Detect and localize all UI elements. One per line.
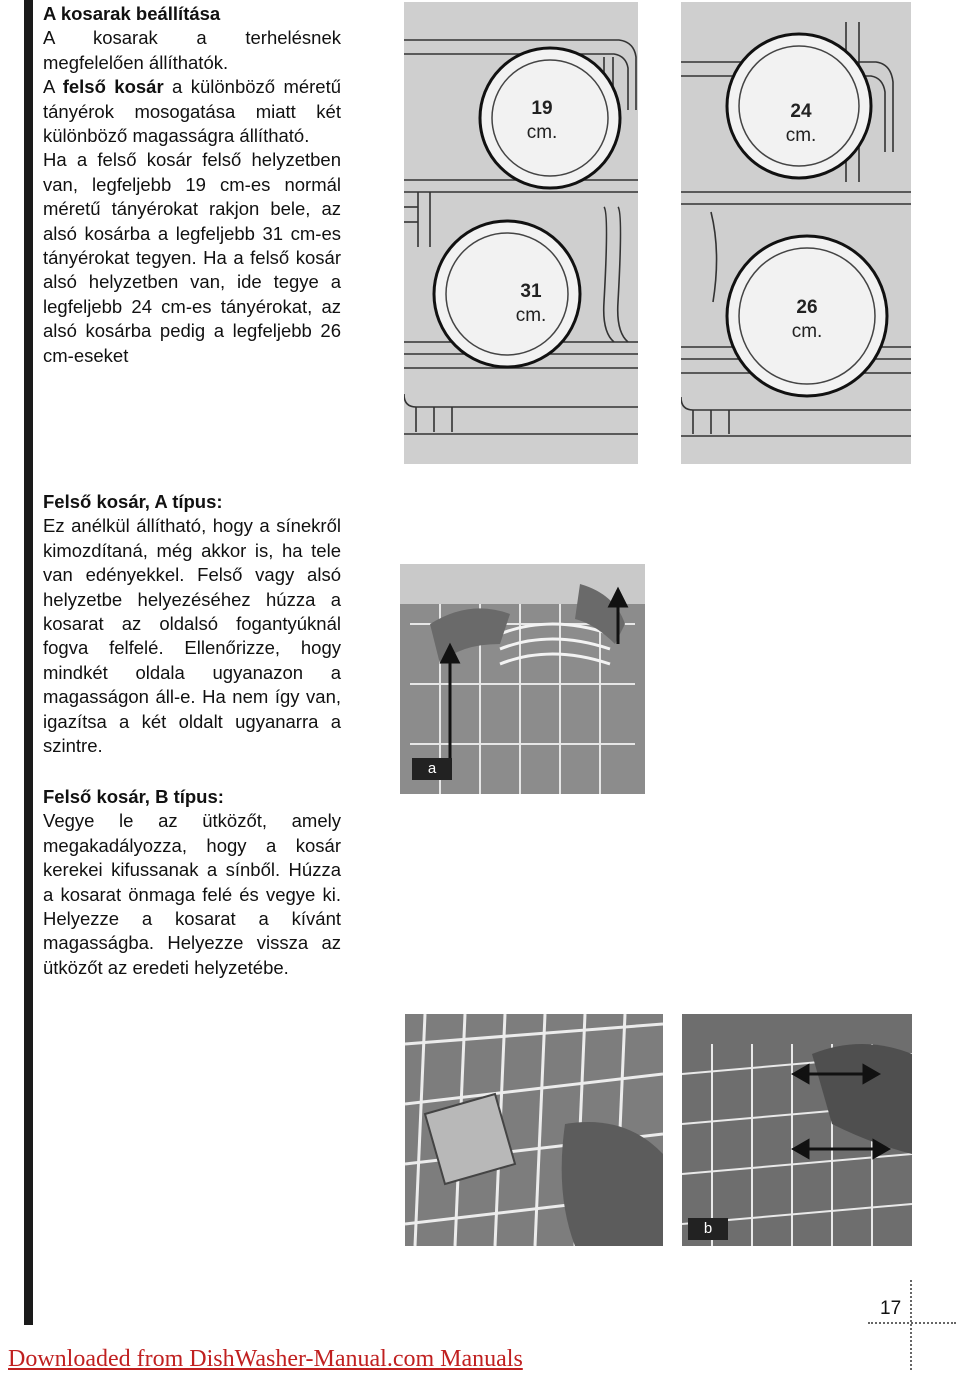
- section-title: Felső kosár, B típus:: [43, 786, 224, 807]
- plate-size-label-upper: [771, 100, 831, 148]
- photo-type-a-basket: [400, 564, 645, 794]
- size-value: 31: [520, 281, 542, 302]
- type-b-paragraph: Vegye le az ütközőt, amely megakadályozza, hogy a kosár kerekei kifussanak a sínből. Húzza a kosarat önmaga felé és vegye ki. Helyezze a kosarat a kívánt magasságba. Helyezze vissza az ütközőt az eredeti helyzetébe.: [43, 810, 341, 978]
- plate-size-label-upper: [512, 97, 572, 145]
- photo-label: b: [688, 1218, 728, 1240]
- size-unit: cm.: [515, 305, 547, 326]
- type-a-paragraph: Ez anélkül állítható, hogy a sínekről kimozdítaná, még akkor is, ha tele van edényekkel. Felső vagy alsó helyzetbe helyezéséhez húzza a kosarat az oldalsó fogantyúknál fogva felfelé. Ellenőrizze, hogy mindkét oldala ugyanazon a magasságon áll-e. Ha nem így van, igazítsa a két oldalt ugyanarra a szintre.: [43, 515, 341, 757]
- section-type-b: [43, 785, 341, 980]
- size-unit: cm.: [526, 122, 558, 143]
- upper-basket-term: felső kosár: [62, 76, 164, 98]
- text-rest: a különböző méretű tányérok mosogatása miatt két különböző magasságra állítható.: [43, 76, 342, 147]
- photo-illustration: [405, 1014, 663, 1246]
- page-corner-dotted-horizontal: [868, 1322, 956, 1324]
- photo-type-b-basket-removal: [682, 1014, 912, 1246]
- size-value: 26: [796, 297, 818, 318]
- download-source-link[interactable]: Downloaded from DishWasher-Manual.com Manuals: [8, 1346, 523, 1372]
- photo-illustration: [682, 1014, 912, 1246]
- text-prefix: A: [43, 76, 55, 98]
- section-title: A kosarak beállítása: [43, 3, 221, 24]
- basket-diagram-lower-position: [681, 2, 911, 464]
- section-type-a: [43, 490, 341, 758]
- size-unit: cm.: [791, 321, 823, 342]
- intro-paragraph: A kosarak a terhelésnek megfelelően állíthatók.: [43, 27, 341, 73]
- size-unit: cm.: [785, 125, 817, 146]
- photo-type-b-stopper: [405, 1014, 663, 1246]
- section-title: Felső kosár, A típus:: [43, 491, 223, 512]
- upper-basket-paragraph: [43, 75, 341, 148]
- size-value: 24: [790, 101, 812, 122]
- plate-size-paragraph: Ha a felső kosár felső helyzetben van, legfeljebb 19 cm-es normál méretű tányérokat rakjon bele, az alsó kosárba a legfeljebb 31 cm-es tányérokat tegyen. Ha a felső kosár alsó helyzetben van, ide tegye a legfeljebb 24 cm-es tányérokat, az alsó kosárba pedig a legfeljebb 26 cm-eseket: [43, 149, 341, 366]
- plate-size-label-lower: [777, 296, 837, 344]
- page-number: 17: [880, 1298, 902, 1319]
- margin-rule: [24, 0, 33, 1325]
- section-basket-adjustment: [43, 2, 341, 368]
- plate-size-label-lower: [501, 280, 561, 328]
- page-corner-dotted-vertical: [910, 1280, 912, 1370]
- basket-drawing: [404, 2, 638, 464]
- size-value: 19: [531, 98, 553, 119]
- photo-label: a: [412, 758, 452, 780]
- basket-diagram-upper-position: [404, 2, 638, 464]
- basket-drawing: [681, 2, 911, 464]
